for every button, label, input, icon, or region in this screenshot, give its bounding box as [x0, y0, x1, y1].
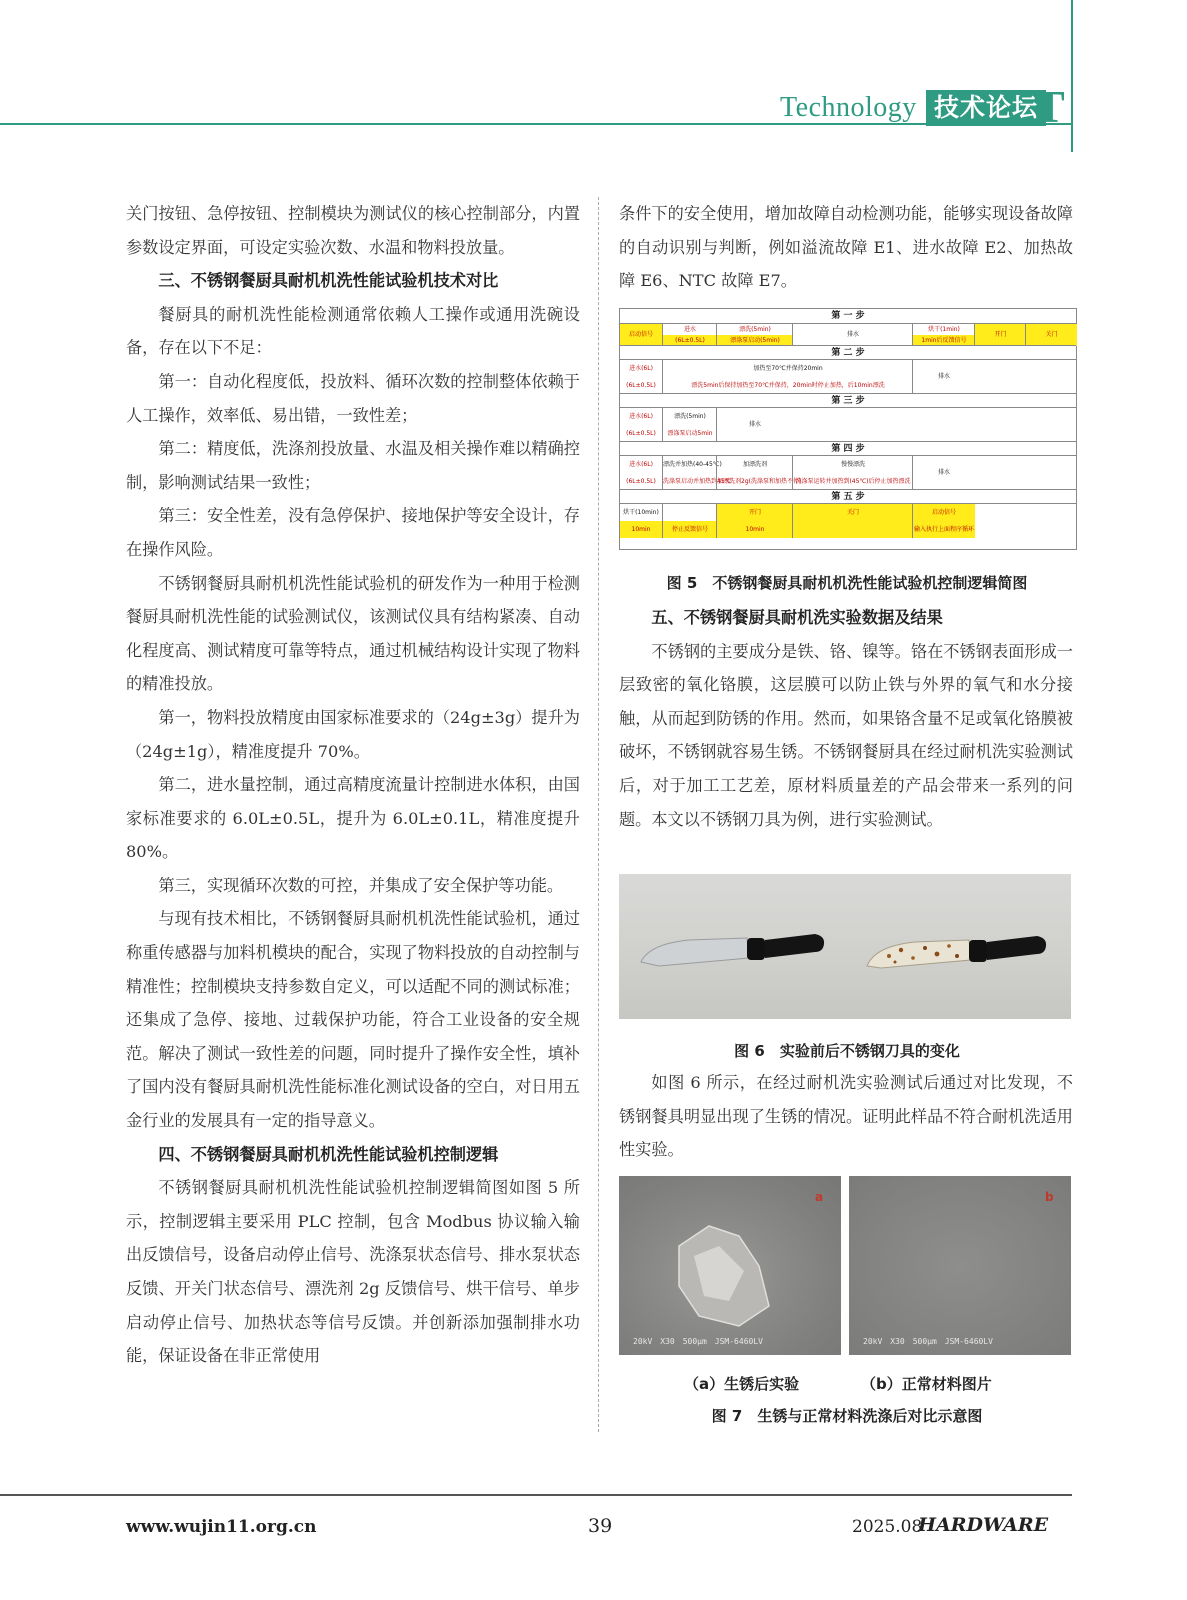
figure5-caption: 图 5 不锈钢餐厨具耐机机洗性能试验机控制逻辑简图 — [666, 574, 1028, 592]
figure5-cell: (6L±0.5L) — [662, 335, 717, 346]
knife-after-rusted — [867, 936, 1046, 968]
figure5-cell: 烘干(1min) — [912, 324, 975, 335]
figure5-cell: 洗涤泵运转并加热到(45℃)后停止加热漂洗 — [792, 473, 913, 490]
figure5-cell: 进水(6L) — [629, 413, 653, 420]
figure5-cell: (6L±0.5L) — [626, 430, 656, 437]
figure5-cell: 进水(6L) — [629, 461, 653, 468]
paragraph: 不锈钢的主要成分是铁、铬、镍等。铬在不锈钢表面形成一层致密的氧化铬膜，这层膜可以防止铁与外界的氧气和水分接触，从而起到防锈的作用。然而，如果铬含量不足或氧化铬膜被破坏，不锈钢就容易生锈。不锈钢餐厨具在经过耐机洗实验测试后，对于加工工艺差，原材料质量差的产品会带来一系列的问题。本文以不锈钢刀具为例，进行实验测试。 — [619, 641, 1073, 829]
section-heading: 五、不锈钢餐厨具耐机洗实验数据及结果 — [651, 608, 943, 627]
section-heading: 四、不锈钢餐厨具耐机机洗性能试验机控制逻辑 — [158, 1144, 499, 1164]
paragraph: 第一，物料投放精度由国家标准要求的（24g±3g）提升为（24g±1g），精准度提升 70%。 — [126, 707, 580, 761]
figure5-cell: 漂洗(5min) — [662, 408, 717, 425]
figure7b-normal-micrograph — [849, 1176, 1071, 1355]
paragraph: 与现有技术相比，不锈钢餐厨具耐机机洗性能试验机，通过称重传感器与加料机模块的配合，实现了物料投放的自动控制与精准性；控制模块支持参数自定义，可以适配不同的测试标准；还集成了急停、接地、过载保护功能，符合工业设备的安全规范。解决了测试一致性差的问题，同时提升了操作安全性，填补了国内没有餐厨具耐机洗性能标准化测试设备的空白，对日用五金行业的发展具有一定的指导意义。 — [126, 909, 580, 1131]
paragraph: 不锈钢餐厨具耐机机洗性能试验机的研发作为一种用于检测餐厨具耐机洗性能的试验测试仪，该测试仪具有结构紧凑、自动化程度高、测试精度可靠等特点，通过机械结构设计实现了物料的精准投放。 — [126, 573, 580, 694]
header-section-badge: 技术论坛 — [926, 90, 1046, 126]
paragraph: 条件下的安全使用，增加故障自动检测功能，能够实现设备故障的自动识别与判断，例如溢流故障 E1、进水故障 E2、加热故障 E6、NTC 故障 E7。 — [619, 204, 1073, 291]
footer-issue-date: 2025.08 — [852, 1517, 923, 1537]
section-heading: 三、不锈钢餐厨具耐机机洗性能试验机技术对比 — [158, 271, 499, 291]
column-divider — [598, 197, 599, 1432]
page-number: 39 — [588, 1515, 613, 1537]
figure5-cell: 漂涤泵启动(5min) — [716, 335, 793, 346]
figure5-step-2: 第 二 步 — [620, 345, 1076, 360]
right-column-low-text — [619, 1066, 1073, 1167]
figure5-cell: 启动信号 — [620, 324, 662, 346]
figure7b-subcaption: （b）正常材料图片 — [861, 1375, 992, 1393]
rust-damage-shape — [619, 1176, 841, 1355]
knife-illustration — [619, 874, 1071, 1019]
figure5-cell: 加漂洗剂 — [716, 456, 793, 473]
figure5-cell: 启动信号 — [912, 504, 975, 521]
figure5-cell: 进水(6L) — [629, 365, 653, 372]
figure7-caption: 图 7 生锈与正常材料洗涤后对比示意图 — [711, 1407, 983, 1425]
header-technology-label: Technology — [780, 92, 917, 123]
figure7b-label: b — [1045, 1190, 1054, 1204]
footer-magazine-name: HARDWARE — [918, 1514, 1049, 1536]
figure5-cell: 输入执行上面程序循环 — [912, 521, 975, 538]
right-column-top-text — [619, 197, 1073, 298]
figure7b-scale: 20kV X30 500μm JSM-6460LV — [863, 1337, 993, 1346]
paragraph: 关门按钮、急停按钮、控制模块为测试仪的核心控制部分，内置参数设定界面，可设定实验次数、水温和物料投放量。 — [126, 204, 580, 257]
figure5-cell: 关门 — [792, 504, 913, 521]
figure5-step-3: 第 三 步 — [620, 393, 1076, 408]
figure5-cell: 停止反馈信号 — [662, 521, 717, 538]
paragraph: 不锈钢餐厨具耐机机洗性能试验机控制逻辑简图如图 5 所示，控制逻辑主要采用 PLC 控制，包含 Modbus 协议输入输出反馈信号，设备启动停止信号、洗涤泵状态信号、排水泵状态反馈、开关门状态信号、漂洗剂 2g 反馈信号、烘干信号、单步启动停止信号、加热状态等信号反馈。并创新添加强制排水功能，保证设备在非正常使用 — [126, 1178, 580, 1366]
figure5-cell: 加漂洗剂2g(洗涤泵和加热不停) — [716, 473, 793, 490]
paragraph: 第二，进水量控制，通过高精度流量计控制进水体积，由国家标准要求的 6.0L±0.5L，提升为 6.0L±0.1L，精准度提升 80%。 — [126, 775, 580, 862]
figure5-row-4 — [620, 455, 1076, 490]
figure5-cell: 漂洗(5min) — [716, 324, 793, 335]
figure5-cell: 洗涤泵启动并加热到45℃ — [662, 473, 717, 490]
right-column-mid-text — [619, 601, 1073, 836]
paragraph: 餐厨具的耐机洗性能检测通常依赖人工操作或通用洗碗设备，存在以下不足： — [126, 304, 580, 358]
figure7a-subcaption: （a）生锈后实验 — [684, 1375, 800, 1393]
figure5-cell: 10min — [620, 521, 662, 538]
right-column — [619, 197, 1073, 298]
footer-url: www.wujin11.org.cn — [126, 1517, 317, 1537]
figure5-cell: 烘干(10min) — [623, 509, 659, 516]
figure5-cell: 慢慢漂洗 — [792, 456, 913, 473]
figure5-row-3 — [620, 407, 1076, 442]
figure7a-rusted-micrograph — [619, 1176, 841, 1355]
figure5-cell: 漂洗5min后保持加热至70℃并保持，20min时停止加热，后10min漂洗 — [662, 377, 913, 394]
figure5-step-1: 第 一 步 — [831, 311, 865, 321]
paragraph: 第二：精度低，洗涤剂投放量、水温及相关操作难以精确控制，影响测试结果一致性； — [126, 439, 580, 492]
figure5-row-5 — [620, 503, 1076, 538]
paragraph: 第三，实现循环次数的可控，并集成了安全保护等功能。 — [158, 875, 564, 895]
header-logo-letter: T — [1034, 81, 1065, 132]
figure5-cell: 漂涤泵启动5min — [662, 425, 717, 442]
figure5-control-logic-table — [619, 308, 1077, 550]
paragraph: 第三：安全性差，没有急停保护、接地保护等安全设计，存在操作风险。 — [126, 506, 580, 559]
figure5-cell: 1min后反馈信号 — [912, 335, 975, 346]
figure6-caption: 图 6 实验前后不锈钢刀具的变化 — [734, 1042, 960, 1060]
figure5-cell: 关门 — [1025, 324, 1077, 346]
figure5-step-4: 第 四 步 — [620, 441, 1076, 456]
figure5-cell — [662, 504, 717, 521]
footer-rule — [0, 1494, 1072, 1496]
figure5-cell: 漂洗并加热(40-45℃) — [662, 456, 717, 473]
figure5-cell — [792, 521, 913, 538]
knife-before — [641, 934, 824, 966]
figure6-knife-photo — [619, 874, 1071, 1019]
figure7a-scale: 20kV X30 500μm JSM-6460LV — [633, 1337, 763, 1346]
figure5-cell: 开门 — [716, 504, 793, 521]
figure5-cell: (6L±0.5L) — [626, 382, 656, 389]
figure5-cell: 排水 — [792, 324, 913, 346]
figure5-step-5: 第 五 步 — [620, 489, 1076, 504]
figure5-cell: 开门 — [974, 324, 1026, 346]
figure5-row-2 — [620, 359, 1076, 394]
figure5-cell: 排水 — [912, 456, 975, 490]
figure5-cell: 加热至70℃并保持20min — [662, 360, 913, 377]
figure5-cell: 排水 — [716, 408, 793, 442]
header-vertical-rule — [1071, 0, 1073, 152]
figure5-cell: 10min — [716, 521, 793, 538]
left-column — [126, 197, 580, 1373]
paragraph: 如图 6 所示，在经过耐机洗实验测试后通过对比发现，不锈钢餐具明显出现了生锈的情况。证明此样品不符合耐机洗适用性实验。 — [619, 1073, 1073, 1160]
figure7a-label: a — [815, 1190, 824, 1204]
paragraph: 第一：自动化程度低，投放料、循环次数的控制整体依赖于人工操作，效率低、易出错，一致性差； — [126, 371, 580, 425]
figure5-cell: 排水 — [912, 360, 975, 394]
figure5-row-1 — [620, 323, 1076, 346]
figure5-cell: 进水 — [662, 324, 717, 335]
figure5-cell: (6L±0.5L) — [626, 478, 656, 485]
